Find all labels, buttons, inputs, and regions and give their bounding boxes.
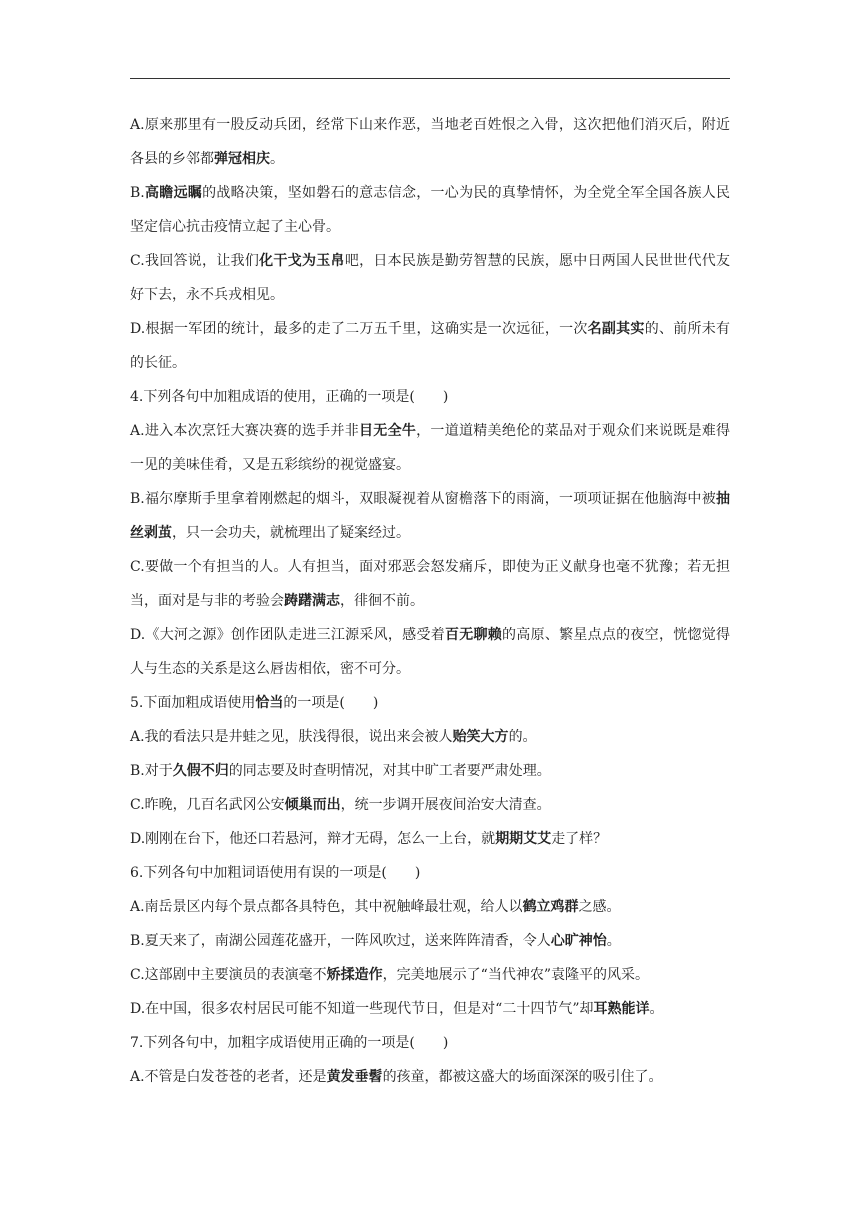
text-segment: 吧，日本民族是勤劳智慧的民族，愿中日两国人民世世代代友好下去，永不兵戎相见。 [130, 253, 731, 303]
paragraph-1 [130, 176, 730, 244]
text-segment: 。 [606, 933, 621, 949]
bold-idiom: 弹冠相庆 [214, 151, 270, 167]
paragraph-3 [130, 312, 730, 380]
text-segment: 的孩童，都被这盛大的场面深深的吸引住了。 [382, 1069, 663, 1085]
text-segment: ，完美地展示了“当代神农”袁隆平的风采。 [382, 967, 649, 983]
bold-idiom: 百无聊赖 [444, 627, 503, 643]
text-segment: B.福尔摩斯手里拿着刚燃起的烟斗，双眼凝视着从窗檐落下的雨滴，一项项证据在他脑海中被 [130, 491, 716, 507]
bold-idiom: 踌躇满志 [284, 593, 340, 609]
text-segment: 6.下列各句中加粗词语使用有误的一项是( ) [130, 865, 421, 881]
paragraph-7 [130, 550, 730, 618]
bold-idiom: 化干戈为玉帛 [259, 253, 345, 269]
bold-idiom: 久假不归 [172, 763, 229, 779]
bold-idiom: 贻笑大方 [452, 729, 509, 745]
paragraph-20 [130, 1060, 730, 1094]
paragraph-2 [130, 244, 730, 312]
text-segment: ，统一步调开展夜间治安大清查。 [340, 797, 551, 813]
bold-idiom: 高瞻远瞩 [144, 185, 203, 201]
text-segment: D.根据一军团的统计，最多的走了二万五千里，这确实是一次远征，一次 [130, 321, 588, 337]
text-segment: C.我回答说，让我们 [130, 253, 260, 269]
paragraph-6 [130, 482, 730, 550]
bold-idiom: 心旷神怡 [550, 933, 607, 949]
bold-idiom: 黄发垂髫 [326, 1069, 383, 1085]
text-segment: A.不管是白发苍苍的老者，还是 [130, 1069, 327, 1085]
paragraph-13 [130, 822, 730, 856]
bold-idiom: 耳熟能详 [593, 1001, 650, 1017]
text-segment: B.夏天来了，南湖公园莲花盛开，一阵风吹过，送来阵阵清香，令人 [130, 933, 551, 949]
text-segment: 。 [649, 1001, 664, 1017]
text-segment: A.进入本次烹饪大赛决赛的选手并非 [130, 423, 360, 439]
header-rule [130, 78, 730, 79]
text-segment: C.要做一个有担当的人。人有担当，面对邪恶会怒发痛斥，即使为正义献身也毫不犹豫；若无担当，面对是与非的考验会 [130, 559, 730, 609]
text-segment: ，徘徊不前。 [340, 593, 424, 609]
text-segment: 的战略决策，坚如磐石的意志信念，一心为民的真挚情怀，为全党全军全国各族人民坚定信心抗击疫情立起了主心骨。 [130, 185, 731, 235]
text-segment: C.昨晚，几百名武冈公安 [130, 797, 285, 813]
paragraph-5 [130, 414, 730, 482]
paragraph-4 [130, 380, 730, 414]
document-body [130, 108, 730, 1094]
text-segment: D.刚刚在台下，他还口若悬河，辩才无碍，怎么一上台，就 [130, 831, 496, 847]
bold-idiom: 名副其实 [587, 321, 645, 337]
text-segment: 5.下面加粗成语使用 [130, 695, 256, 711]
paragraph-9 [130, 686, 730, 720]
text-segment: D.《大河之源》创作团队走进三江源采风，感受着 [130, 627, 445, 643]
text-segment: A.南岳景区内每个景点都各具特色，其中祝触峰最壮观，给人以 [130, 899, 523, 915]
paragraph-17 [130, 958, 730, 992]
paragraph-18 [130, 992, 730, 1026]
paragraph-16 [130, 924, 730, 958]
text-segment: 的。 [508, 729, 537, 745]
text-segment: 的同志要及时查明情况，对其中旷工者要严肃处理。 [228, 763, 551, 779]
text-segment: 4.下列各句中加粗成语的使用，正确的一项是( ) [130, 389, 449, 405]
paragraph-12 [130, 788, 730, 822]
text-segment: ，一道道精美绝伦的菜品对于观众们来说既是难得一见的美味佳肴，又是五彩缤纷的视觉盛宴。 [130, 423, 731, 473]
text-segment: B. [130, 185, 145, 201]
text-segment: 的高原、繁星点点的夜空，恍惚觉得人与生态的关系是这么唇齿相依，密不可分。 [130, 627, 731, 677]
bold-idiom: 期期艾艾 [495, 831, 552, 847]
text-segment: 的、前所未有的长征。 [130, 321, 731, 371]
text-segment: A.原来那里有一股反动兵团，经常下山来作恶，当地老百姓恨之入骨，这次把他们消灭后，附近各县的乡邻都 [130, 117, 730, 167]
bold-idiom: 恰当 [255, 695, 284, 711]
paragraph-15 [130, 890, 730, 924]
bold-idiom: 目无全牛 [359, 423, 417, 439]
text-segment: ，只一会功夫，就梳理出了疑案经过。 [172, 525, 410, 541]
bold-idiom: 鹤立鸡群 [522, 899, 579, 915]
paragraph-11 [130, 754, 730, 788]
text-segment: C.这部剧中主要演员的表演毫不 [130, 967, 327, 983]
text-segment: D.在中国，很多农村居民可能不知道一些现代节日，但是对“二十四节气”却 [130, 1001, 594, 1017]
text-segment: 的一项是( ) [283, 695, 379, 711]
text-segment: 之感。 [578, 899, 621, 915]
paragraph-8 [130, 618, 730, 686]
text-segment: A.我的看法只是井蛙之见，肤浅得很，说出来会被人 [130, 729, 453, 745]
text-segment: 走了样？ [551, 831, 608, 847]
text-segment: B.对于 [130, 763, 173, 779]
paragraph-10 [130, 720, 730, 754]
text-segment: 7.下列各句中，加粗字成语使用正确的一项是( ) [130, 1035, 449, 1051]
text-segment: 。 [270, 151, 284, 167]
paragraph-14 [130, 856, 730, 890]
paragraph-19 [130, 1026, 730, 1060]
bold-idiom: 抽丝剥茧 [130, 491, 730, 541]
bold-idiom: 倾巢而出 [284, 797, 341, 813]
bold-idiom: 矫揉造作 [326, 967, 383, 983]
paragraph-0 [130, 108, 730, 176]
